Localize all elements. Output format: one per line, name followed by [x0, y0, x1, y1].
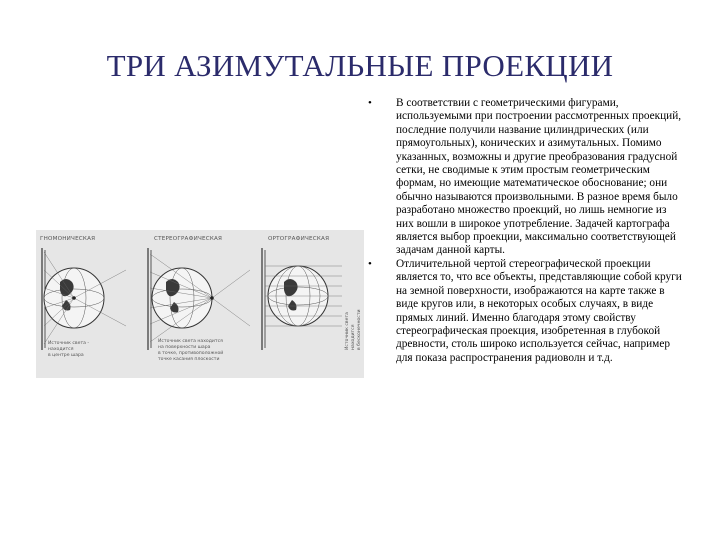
label-gnomonic: ГНОМОНИЧЕСКАЯ — [40, 236, 96, 242]
label-orthographic: ОРТОГРАФИЧЕСКАЯ — [268, 236, 330, 242]
caption-stereo-4: точке касания плоскости — [158, 357, 220, 362]
bullet-item — [366, 258, 682, 365]
bullet-text: В соответствии с геометрическими фигурами, используемыми при построении рассмотренных проекций, последние получили название цилиндрических (или прямоугольных), конических и азимутальных. Помимо указанных, возможны и другие преобразования градусной сетки, не сводимые к этим простым геометрическим формам, но имеющие математическое обоснование; они обычно называются произвольными. В разное время было разработано множество проекций, но лишь немногие из них вошли в широкое употребление. Задачей картографа является выбор проекции, максимально соответствующей задачам данной карты. — [396, 97, 682, 257]
label-stereographic: СТЕРЕОГРАФИЧЕСКАЯ — [154, 236, 223, 242]
bullet-item — [366, 97, 682, 258]
caption-gnomonic-1: Источник света - — [48, 341, 90, 346]
bullet-marker: • — [368, 97, 372, 109]
caption-stereo-3: в точке, противоположной — [158, 351, 224, 356]
projections-figure — [36, 230, 364, 378]
projections-illustration — [36, 230, 364, 378]
caption-ortho-1: Источник света — [345, 312, 350, 350]
caption-gnomonic-3: в центре шара — [48, 353, 84, 358]
slide-title: ТРИ АЗИМУТАЛЬНЫЕ ПРОЕКЦИИ — [106, 48, 614, 83]
bullet-marker: • — [368, 257, 372, 270]
caption-ortho-3: в бесконечности — [357, 309, 362, 350]
bullet-text: Отличительной чертой стереографической проекции является то, что все объекты, представляющие собой круги на земной поверхности, изображаются на карте также в виде кругов или, в некоторых особых случаях, в виде прямых линий. Именно благодаря этому свойству стереографическая проекция, изобретенная в глубокой древности, столь широко используется сейчас, например для показа распространения радиоволн и т.д. — [396, 257, 682, 364]
caption-stereo-2: на поверхности шара — [158, 345, 211, 350]
bullet-list — [366, 97, 682, 365]
caption-gnomonic-2: находится — [48, 347, 74, 352]
caption-stereo-1: Источник света находится — [158, 339, 223, 344]
caption-ortho-2: находится — [351, 324, 356, 350]
